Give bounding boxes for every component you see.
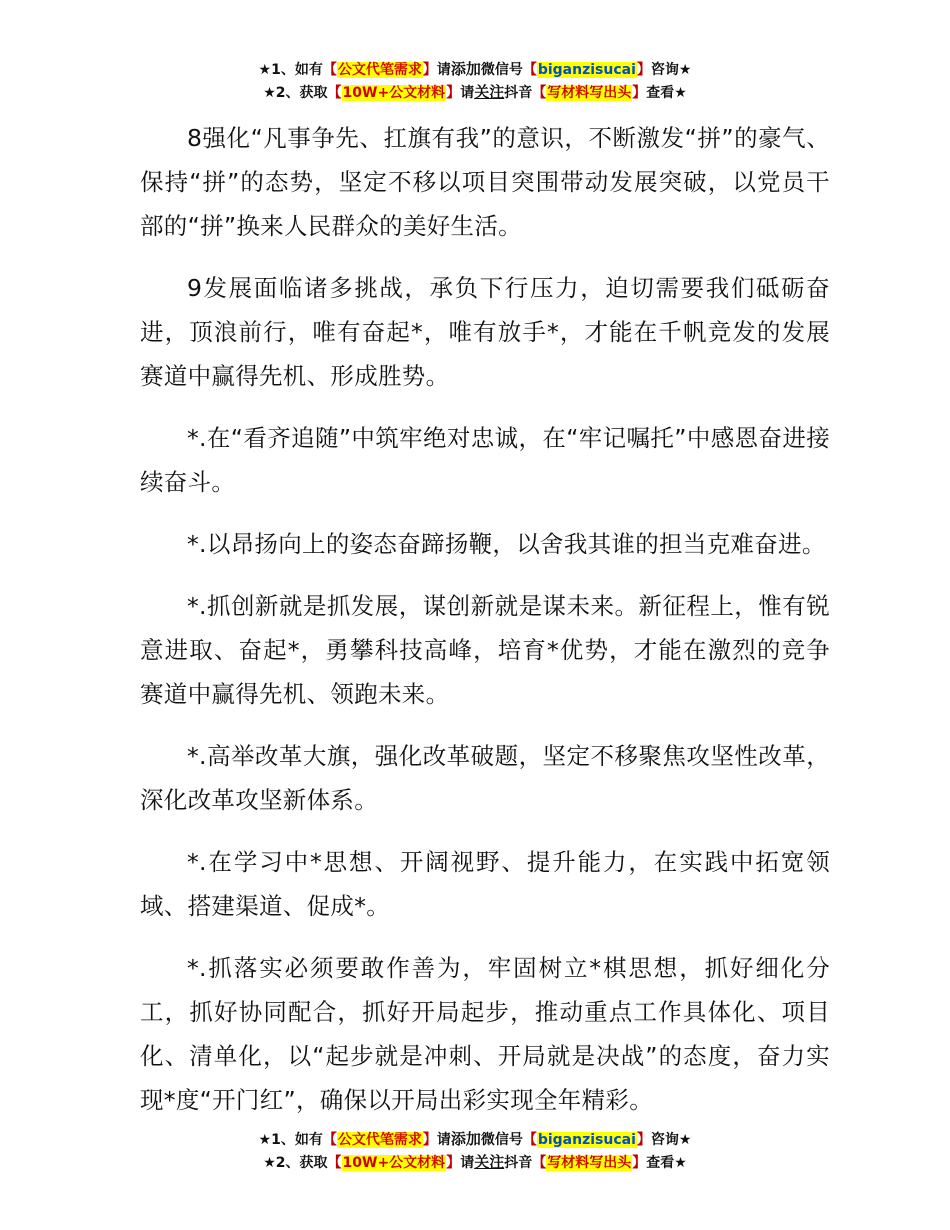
bracket-left: 【 <box>327 85 342 101</box>
line-suffix: 查看★ <box>646 1155 687 1171</box>
line-text: 请 <box>436 1132 451 1148</box>
line-text: 微信号 <box>480 1132 523 1148</box>
highlight-wechat-id: biganzisucai <box>537 62 636 78</box>
line-text: 抖音 <box>504 85 533 101</box>
line-text: 微信号 <box>480 62 523 78</box>
emphasis-follow: 关注 <box>474 83 505 101</box>
line-text: 抖音 <box>504 1155 533 1171</box>
emphasis-add: 添加 <box>450 1130 481 1148</box>
line-prefix: ★1、如有 <box>258 1132 323 1148</box>
bracket-right: 】 <box>636 1132 651 1148</box>
line-suffix: 咨询★ <box>650 1132 692 1148</box>
paragraph: *.高举改革大旗，强化改革破题，坚定不移聚焦攻坚性改革，深化改革攻坚新体系。 <box>140 742 830 814</box>
line-text: 请 <box>436 62 451 78</box>
emphasis-follow: 关注 <box>474 1153 505 1171</box>
highlight-wechat-id: biganzisucai <box>537 1132 636 1148</box>
line-text: 请 <box>460 1155 475 1171</box>
header-banner <box>0 58 950 104</box>
bracket-right: 】 <box>632 85 647 101</box>
line-prefix: ★2、获取 <box>263 85 328 101</box>
line-suffix: 咨询★ <box>650 62 692 78</box>
bracket-right: 】 <box>422 62 437 78</box>
footer-line-2 <box>0 1151 950 1174</box>
bracket-left: 【 <box>532 85 547 101</box>
highlight-materials: 10W+公文材料 <box>342 85 446 101</box>
paragraph: *.抓创新就是抓发展，谋创新就是谋未来。新征程上，惟有锐意进取、奋起*，勇攀科技高峰，培育*优势，才能在激烈的竞争赛道中赢得先机、领跑未来。 <box>140 592 830 708</box>
bracket-right: 】 <box>632 1155 647 1171</box>
paragraph: *.以昂扬向上的姿态奋蹄扬鞭，以舍我其谁的担当克难奋进。 <box>187 530 826 558</box>
highlight-materials: 10W+公文材料 <box>342 1155 446 1171</box>
bracket-right: 】 <box>636 62 651 78</box>
header-line-1 <box>0 58 950 81</box>
footer-banner <box>0 1128 950 1174</box>
bracket-left: 【 <box>327 1155 342 1171</box>
line-suffix: 查看★ <box>646 85 687 101</box>
bracket-right: 】 <box>422 1132 437 1148</box>
highlight-douyin-account: 写材料写出头 <box>547 1155 632 1171</box>
paragraph: *.在“看齐追随”中筑牢绝对忠诚，在“牢记嘱托”中感恩奋进接续奋斗。 <box>140 424 830 496</box>
bracket-left: 【 <box>322 1132 337 1148</box>
highlight-ghostwriting: 公文代笔需求 <box>337 62 422 78</box>
bracket-right: 】 <box>446 85 461 101</box>
bracket-right: 】 <box>446 1155 461 1171</box>
emphasis-add: 添加 <box>450 60 481 78</box>
paragraph: *.在学习中*思想、开阔视野、提升能力，在实践中拓宽领域、搭建渠道、促成*。 <box>140 848 830 920</box>
line-prefix: ★1、如有 <box>258 62 323 78</box>
highlight-douyin-account: 写材料写出头 <box>547 85 632 101</box>
bracket-left: 【 <box>532 1155 547 1171</box>
paragraph: 9发展面临诸多挑战，承负下行压力，迫切需要我们砥砺奋进，顶浪前行，唯有奋起*，唯有放手*，才能在千帆竞发的发展赛道中赢得先机、形成胜势。 <box>140 274 830 390</box>
footer-line-1 <box>0 1128 950 1151</box>
paragraph: 8强化“凡事争先、扛旗有我”的意识，不断激发“拼”的豪气、保持“拼”的态势，坚定不移以项目突围带动发展突破，以党员干部的“拼”换来人民群众的美好生活。 <box>140 124 830 240</box>
line-text: 请 <box>460 85 475 101</box>
highlight-ghostwriting: 公文代笔需求 <box>337 1132 422 1148</box>
header-line-2 <box>0 81 950 104</box>
line-prefix: ★2、获取 <box>263 1155 328 1171</box>
paragraph: *.抓落实必须要敢作善为，牢固树立*棋思想，抓好细化分工，抓好协同配合，抓好开局起步，推动重点工作具体化、项目化、清单化，以“起步就是冲刺、开局就是决战”的态度，奋力实现*度“开门红”，确保以开局出彩实现全年精彩。 <box>140 954 830 1114</box>
document-body <box>140 116 830 1140</box>
bracket-left: 【 <box>522 62 537 78</box>
bracket-left: 【 <box>322 62 337 78</box>
bracket-left: 【 <box>522 1132 537 1148</box>
